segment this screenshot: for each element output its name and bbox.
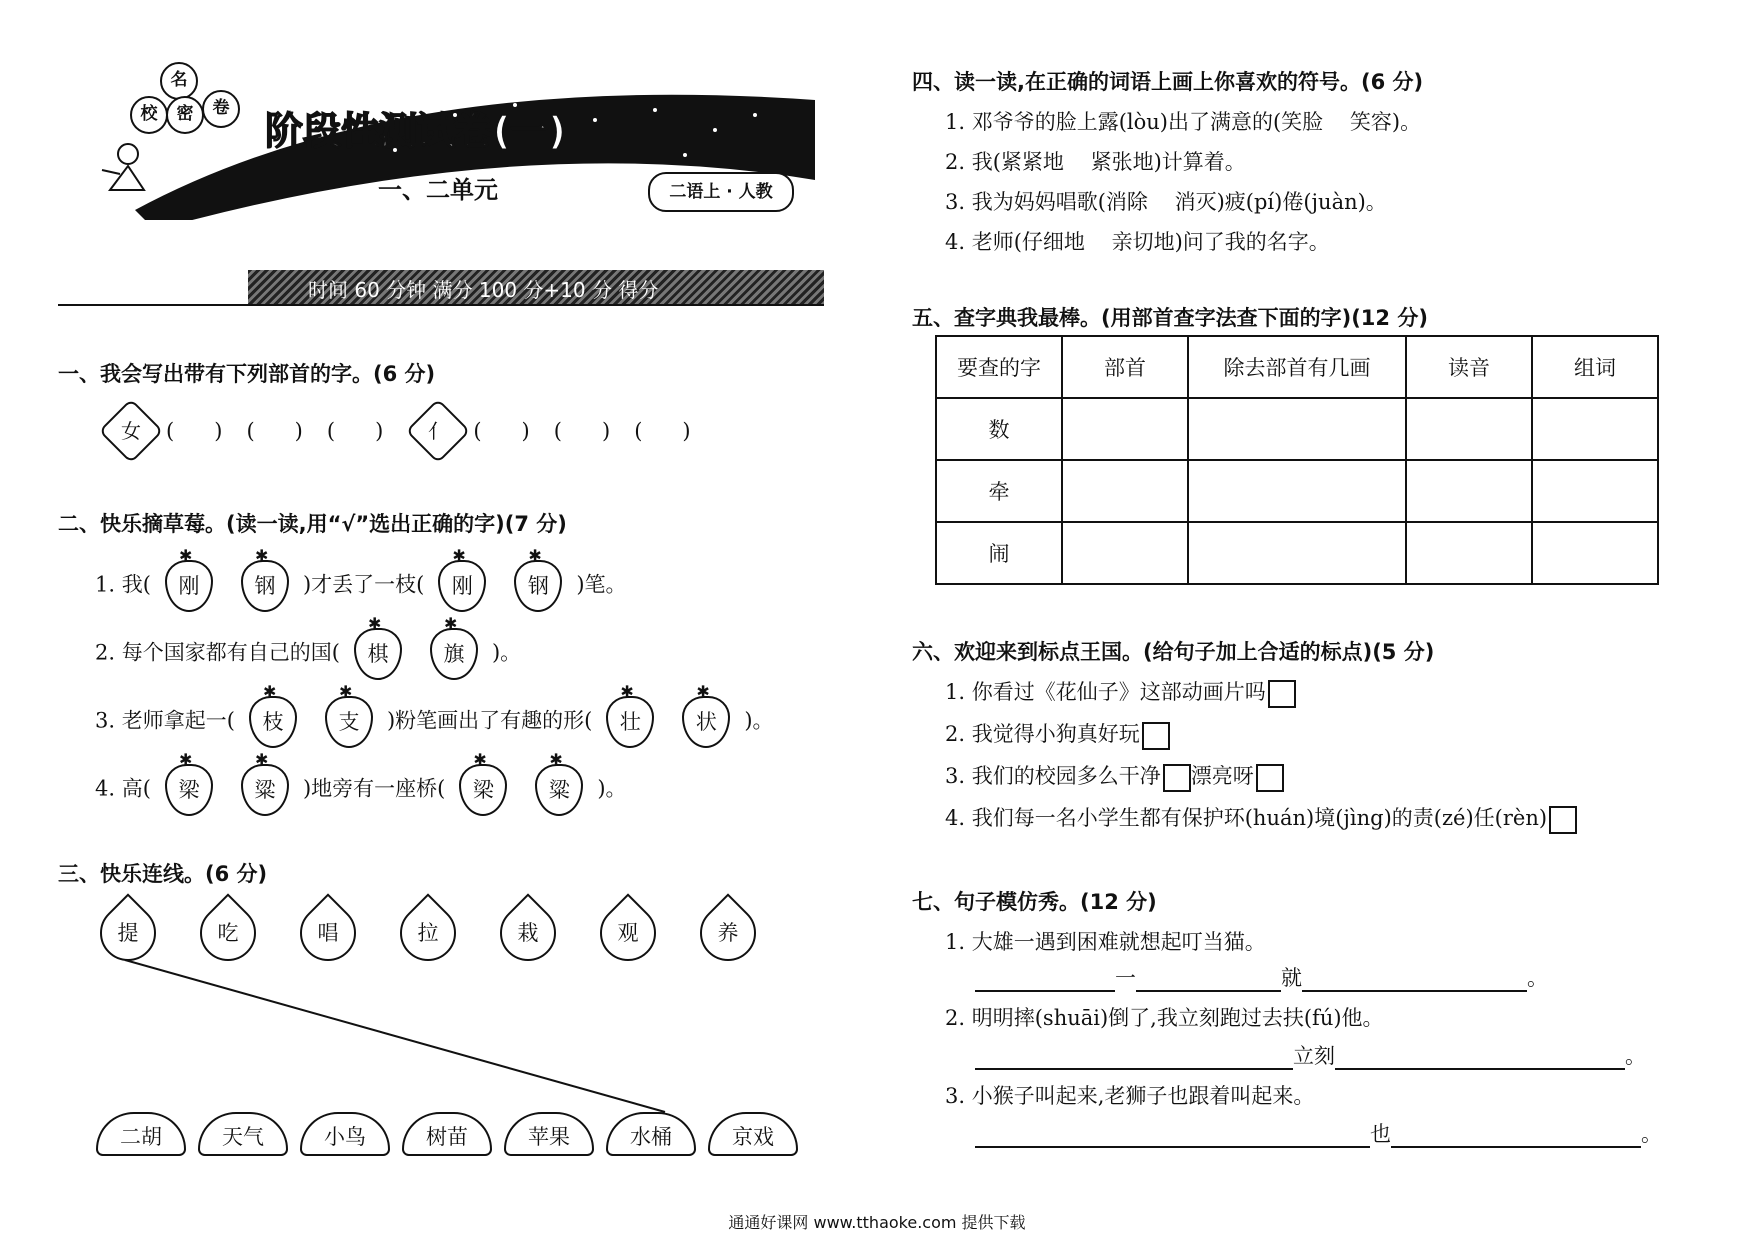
strawberry-choice[interactable]: ✱ 粱 [241, 764, 289, 816]
q7-answer-line: 立刻 。 [975, 1040, 1646, 1070]
lookup-char: 牵 [936, 460, 1062, 522]
strawberry-choice[interactable]: ✱ 钢 [241, 560, 289, 612]
q3-title: 三、快乐连线。(6 分) [58, 862, 268, 886]
strawberry-choice[interactable]: ✱ 刚 [438, 560, 486, 612]
verb-drop[interactable]: 观 [588, 893, 667, 972]
table-row [936, 398, 1658, 460]
answer-blank[interactable]: ( ) [473, 419, 530, 443]
answer-blank[interactable] [975, 1122, 1370, 1148]
table-row [936, 460, 1658, 522]
girl-mascot-icon [100, 140, 150, 200]
strawberry-choice[interactable]: ✱ 棋 [354, 628, 402, 680]
answer-blank[interactable]: ( ) [326, 419, 384, 443]
table-header: 除去部首有几画 [1188, 336, 1406, 398]
table-header: 读音 [1406, 336, 1532, 398]
badge-char: 校 [130, 96, 168, 134]
strawberry-choice[interactable]: ✱ 粱 [535, 764, 583, 816]
q5-title: 五、查字典我最棒。(用部首查字法查下面的字)(12 分) [912, 306, 1428, 330]
noun-umbrella[interactable]: 京戏 [708, 1112, 798, 1156]
verb-drop[interactable]: 吃 [188, 893, 267, 972]
table-header-row [936, 336, 1658, 398]
strawberry-choice[interactable]: ✱ 支 [325, 696, 373, 748]
badge-char: 名 [160, 62, 198, 100]
answer-blank[interactable]: ( ) [634, 419, 691, 443]
grade-badge: 二语上 · 人教 [648, 172, 794, 212]
answer-blank[interactable] [1335, 1044, 1625, 1070]
badge-char: 卷 [202, 90, 240, 128]
table-header: 部首 [1062, 336, 1188, 398]
strawberry-choice[interactable]: ✱ 状 [682, 696, 730, 748]
punctuation-box[interactable] [1256, 764, 1284, 792]
answer-cell[interactable] [1188, 460, 1406, 522]
noun-umbrella[interactable]: 二胡 [96, 1112, 186, 1156]
noun-umbrella[interactable]: 水桶 [606, 1112, 696, 1156]
answer-cell[interactable] [1406, 522, 1532, 584]
q1-title: 一、我会写出带有下列部首的字。(6 分) [58, 362, 436, 386]
noun-umbrella[interactable]: 小鸟 [300, 1112, 390, 1156]
q7-item: 2. 明明摔(shuāi)倒了,我立刻跑过去扶(fú)他。 [945, 1006, 1384, 1030]
punctuation-box[interactable] [1268, 680, 1296, 708]
q4-title: 四、读一读,在正确的词语上画上你喜欢的符号。(6 分) [912, 70, 1424, 94]
punctuation-box[interactable] [1163, 764, 1191, 792]
table-row [936, 522, 1658, 584]
answer-cell[interactable] [1188, 522, 1406, 584]
strawberry-choice[interactable]: ✱ 旗 [430, 628, 478, 680]
punctuation-box[interactable] [1549, 806, 1577, 834]
radical-nv: 女 [98, 398, 163, 463]
footer-credit: 通通好课网 www.tthaoke.com 提供下载 [728, 1213, 1026, 1232]
answer-cell[interactable] [1062, 522, 1188, 584]
verb-drop[interactable]: 拉 [388, 893, 467, 972]
q6-item: 3. 我们的校园多么干净 漂亮呀 [945, 760, 1284, 792]
q6-title: 六、欢迎来到标点王国。(给句子加上合适的标点)(5 分) [912, 640, 1435, 664]
radical-ren: 亻 [406, 398, 471, 463]
answer-cell[interactable] [1406, 460, 1532, 522]
answer-cell[interactable] [1532, 460, 1658, 522]
noun-umbrella[interactable]: 苹果 [504, 1112, 594, 1156]
punctuation-box[interactable] [1142, 722, 1170, 750]
q7-title: 七、句子模仿秀。(12 分) [912, 890, 1157, 914]
q6-item: 4. 我们每一名小学生都有保护环(huán)境(jìng)的责(zé)任(rèn) [945, 802, 1577, 834]
q2-item: 1. 我(✱ 刚✱ 钢 )才丢了一枝(✱ 刚✱ 钢 )笔。 [95, 560, 627, 612]
school-badge [130, 62, 240, 142]
unit-label: 一、二单元 [378, 176, 498, 204]
noun-umbrella[interactable]: 天气 [198, 1112, 288, 1156]
q6-item: 1. 你看过《花仙子》这部动画片吗 [945, 676, 1296, 708]
lookup-char: 数 [936, 398, 1062, 460]
q4-item[interactable]: 2. 我(紧紧地 紧张地)计算着。 [945, 150, 1246, 174]
info-text: 时间 60 分钟 满分 100 分+10 分 得分 [308, 278, 659, 302]
answer-blank[interactable] [1136, 966, 1281, 992]
q6-item: 2. 我觉得小狗真好玩 [945, 718, 1170, 750]
answer-blank[interactable]: ( ) [166, 419, 223, 443]
noun-umbrella[interactable]: 树苗 [402, 1112, 492, 1156]
q4-item[interactable]: 1. 邓爷爷的脸上露(lòu)出了满意的(笑脸 笑容)。 [945, 110, 1422, 134]
table-header: 组词 [1532, 336, 1658, 398]
strawberry-choice[interactable]: ✱ 刚 [165, 560, 213, 612]
q7-answer-line: 也 。 [975, 1118, 1662, 1148]
answer-blank[interactable]: ( ) [553, 419, 611, 443]
answer-cell[interactable] [1406, 398, 1532, 460]
lookup-char: 闹 [936, 522, 1062, 584]
answer-blank[interactable]: ( ) [246, 419, 303, 443]
answer-cell[interactable] [1532, 522, 1658, 584]
strawberry-choice[interactable]: ✱ 枝 [249, 696, 297, 748]
verb-drop[interactable]: 唱 [288, 893, 367, 972]
q2-item: 2. 每个国家都有自己的国(✱ 棋✱ 旗 )。 [95, 628, 521, 680]
q4-item[interactable]: 3. 我为妈妈唱歌(消除 消灭)疲(pí)倦(juàn)。 [945, 190, 1387, 214]
q2-item: 3. 老师拿起一(✱ 枝✱ 支 )粉笔画出了有趣的形(✱ 壮✱ 状 )。 [95, 696, 774, 748]
answer-blank[interactable] [975, 966, 1115, 992]
answer-blank[interactable] [1302, 966, 1527, 992]
verb-drop[interactable]: 栽 [488, 893, 567, 972]
page-title: 阶段性测试卷(一) [265, 109, 566, 153]
q2-title: 二、快乐摘草莓。(读一读,用“√”选出正确的字)(7 分) [58, 512, 567, 536]
strawberry-choice[interactable]: ✱ 钢 [514, 560, 562, 612]
q7-item: 3. 小猴子叫起来,老狮子也跟着叫起来。 [945, 1084, 1315, 1108]
strawberry-choice[interactable]: ✱ 壮 [606, 696, 654, 748]
answer-cell[interactable] [1062, 460, 1188, 522]
answer-cell[interactable] [1532, 398, 1658, 460]
answer-blank[interactable] [975, 1044, 1293, 1070]
verb-drop[interactable]: 提 [88, 893, 167, 972]
answer-blank[interactable] [1391, 1122, 1641, 1148]
answer-cell[interactable] [1062, 398, 1188, 460]
q7-answer-line: 一 就 。 [975, 962, 1548, 992]
q1-row [100, 408, 691, 454]
q2-item: 4. 高(✱ 梁✱ 粱 )地旁有一座桥(✱ 梁✱ 粱 )。 [95, 764, 627, 816]
info-bar [58, 270, 824, 310]
table-header: 要查的字 [936, 336, 1062, 398]
q7-item: 1. 大雄一遇到困难就想起叮当猫。 [945, 930, 1266, 954]
badge-char: 密 [166, 96, 204, 134]
strawberry-choice[interactable]: ✱ 梁 [165, 764, 213, 816]
q4-item[interactable]: 4. 老师(仔细地 亲切地)问了我的名字。 [945, 230, 1330, 254]
divider [58, 304, 824, 306]
dictionary-table [935, 335, 1659, 585]
strawberry-choice[interactable]: ✱ 梁 [459, 764, 507, 816]
answer-cell[interactable] [1188, 398, 1406, 460]
verb-drop[interactable]: 养 [688, 893, 767, 972]
